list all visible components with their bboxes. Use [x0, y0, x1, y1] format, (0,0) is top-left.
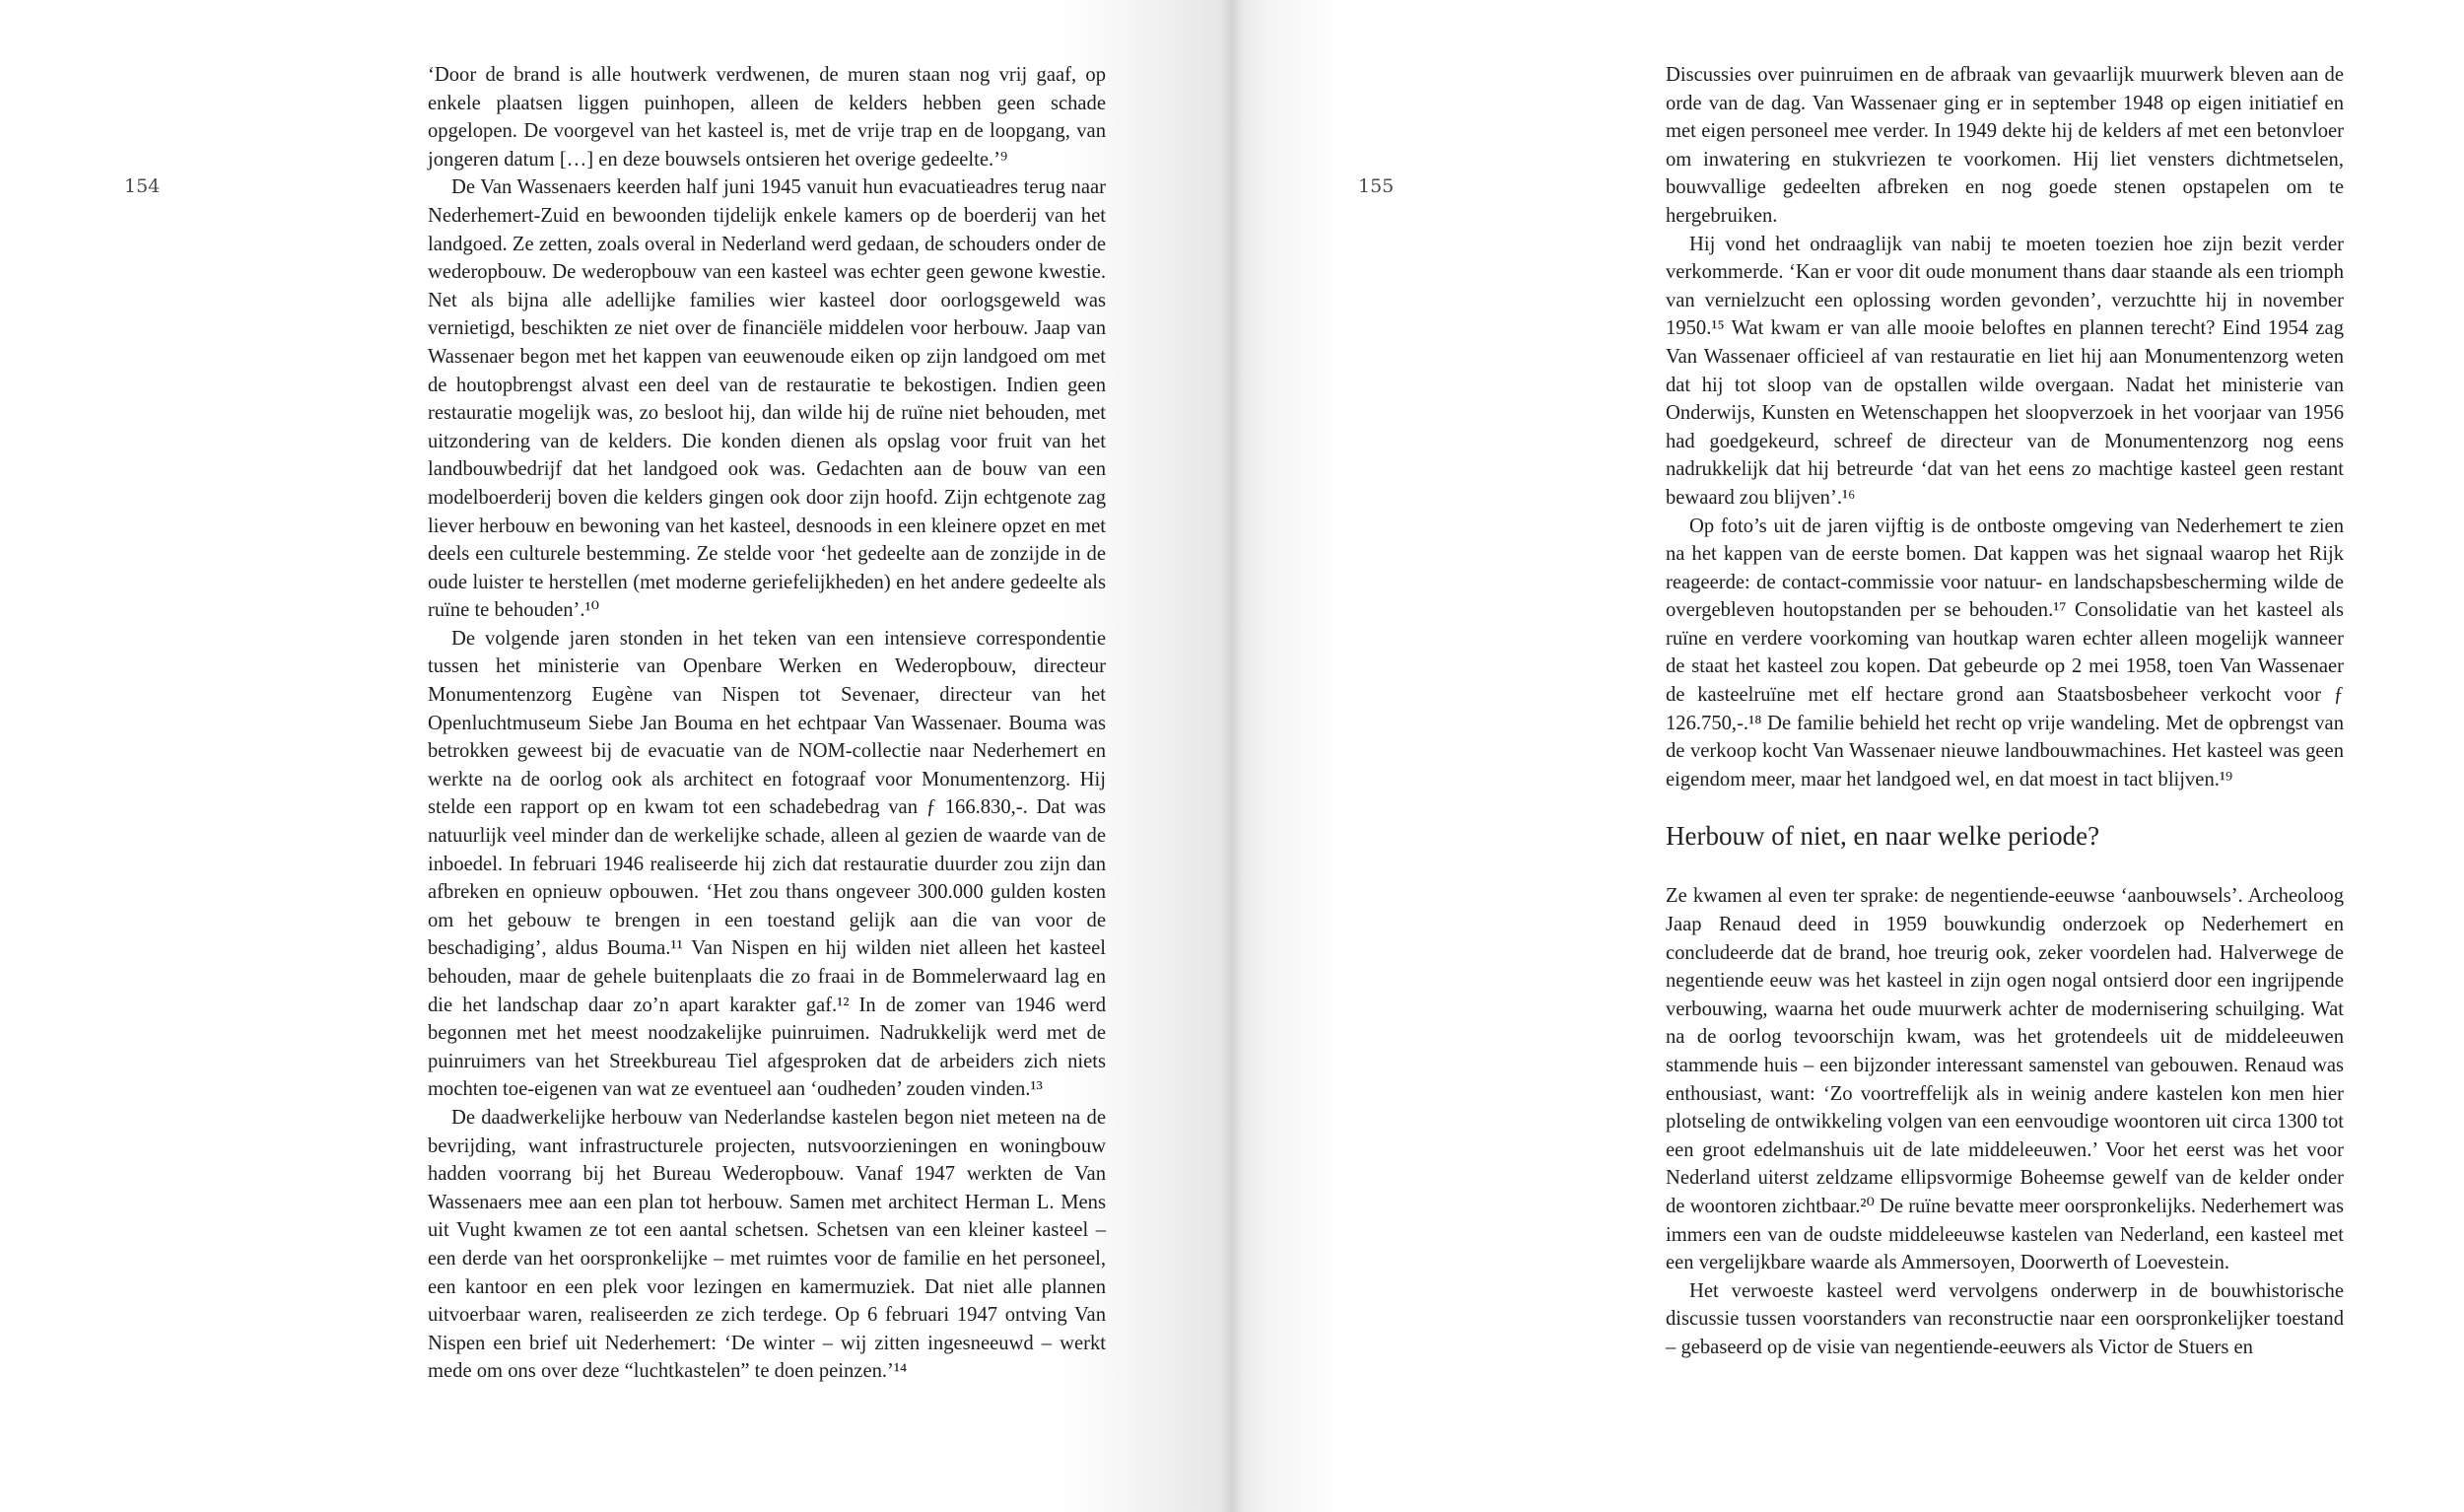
- body-text: [428, 61, 1106, 1386]
- paragraph: Hij vond het ondraaglijk van nabij te moeten toezien hoe zijn bezit verder verkommerde. ‘Kan er voor dit oude monument thans daar staande als een triomph van vernielzucht een oplossing worden gevonden’, verzuchtte hij in november 1950.¹⁵ Wat kwam er van alle mooie beloftes en plannen terecht? Eind 1954 zag Van Wassenaer officieel af van restauratie en liet hij aan Monumentenzorg weten dat hij tot sloop van de opstallen wilde overgaan. Nadat het ministerie van Onderwijs, Kunsten en Wetenschappen het sloopverzoek in het voorjaar van 1956 had goedgekeurd, schreef de directeur van de Monumentenzorg nog eens nadrukkelijk dat hij betreurde ‘dat van het eens zo machtige kasteel geen restant bewaard zou blijven’.¹⁶: [1666, 233, 2344, 509]
- paragraph: De daadwerkelijke herbouw van Nederlandse kastelen begon niet meteen na de bevrijding, want infrastructurele projecten, nutsvoorzieningen en woningbouw hadden voorrang bij het Bureau Wederopbouw. Vanaf 1947 werkten de Van Wassenaers mee aan een plan tot herbouw. Samen met architect Herman L. Mens uit Vught kwamen ze tot een aantal schetsen. Schetsen van een kleiner kasteel – een derde van het oorspronkelijke – met ruimtes voor de familie en het personeel, een kantoor en een plek voor lezingen en kamermuziek. Dat niet alle plannen uitvoerbaar waren, realiseerden ze zich terdege. Op 6 februari 1947 ontving Van Nispen een brief uit Nederhemert: ‘De winter – wij zitten ingesneeuwd – werkt mede om ons over deze “luchtkastelen” te doen peinzen.’¹⁴: [428, 1106, 1106, 1383]
- right-page: [1232, 0, 2464, 1512]
- paragraph: ‘Door de brand is alle houtwerk verdwenen, de muren staan nog vrij gaaf, op enkele plaatsen liggen puinhopen, alleen de kelders hebben geen schade opgelopen. De voorgevel van het kasteel is, met de vrije trap en de loopgang, van jongeren datum […] en deze bouwsels ontsieren het overige gedeelte.’⁹: [428, 64, 1106, 171]
- paragraph: Discussies over puinruimen en de afbraak van gevaarlijk muurwerk bleven aan de orde van de dag. Van Wassenaer ging er in september 1948 op eigen initiatief en met eigen personeel mee verder. In 1949 dekte hij de kelders af met een betonvloer om inwatering en stukvriezen te voorkomen. Hij liet vensters dichtmetselen, bouwvallige gedeelten afbreken en nog goede stenen opstapelen om te hergebruiken.: [1666, 64, 2344, 227]
- paragraph: Ze kwamen al even ter sprake: de negentiende-eeuwse ‘aanbouwsels’. Archeoloog Jaap Renaud deed in 1959 bouwkundig onderzoek op Nederhemert en concludeerde dat de brand, hoe treurig ook, zeker voordelen had. Halverwege de negentiende eeuw was het kasteel in zijn ogen nogal ontsierd door een ingrijpende verbouwing, waarna het oude muurwerk achter de modernisering schuilging. Wat na de oorlog tevoorschijn kwam, was het grotendeels uit de middeleeuwen stammende huis – een bijzonder interessant samenstel van gebouwen. Renaud was enthousiast, want: ‘Zo voortreffelijk als in weinig andere kastelen kon men hier plotseling de ontwikkeling volgen van een eenvoudige woontoren uit circa 1300 tot een groot edelmanshuis uit de late middeleeuwen.’ Voor het eerst was het voor Nederland uiterst zeldzame ellipsvormige Boheemse gewelf van de kelder onder de woontoren zichtbaar.²⁰ De ruïne bevatte meer oorspronkelijks. Nederhemert was immers een van de oudste middeleeuwse kastelen van Nederland, een kasteel met een vergelijkbare waarde als Ammersoyen, Doorwerth of Loevestein.: [1666, 885, 2345, 1274]
- paragraph: De Van Wassenaers keerden half juni 1945 vanuit hun evacuatieadres terug naar Nederhemert-Zuid en bewoonden tijdelijk enkele kamers op de boerderij van het landgoed. Ze zetten, zoals overal in Nederland werd gedaan, de schouders onder de wederopbouw. De wederopbouw van een kasteel was echter geen gewone kwestie. Net als bijna alle adellijke families wier kasteel door oorlogsgeweld was vernietigd, beschikten ze niet over de financiële middelen voor herbouw. Jaap van Wassenaer begon met het kappen van eeuwenoude eiken op zijn landgoed om met de houtopbrengst alvast een deel van de restauratie te bekostigen. Indien geen restauratie mogelijk was, zo besloot hij, dan wilde hij de ruïne niet behouden, met uitzondering van de kelders. Die konden dienen als opslag voor fruit van het landbouwbedrijf dat het landgoed ook was. Gedachten aan de bouw van een modelboerderij boven die kelders gingen ook door zijn hoofd. Zijn echtgenote zag liever herbouw en bewoning van het kasteel, desnoods in een kleinere opzet en met deels een culturele bestemming. Ze stelde voor ‘het gedeelte aan de zonzijde in de oude luister te herstellen (met moderne geriefelijkheden) en het andere gedeelte als ruïne te behouden’.¹⁰: [428, 176, 1106, 622]
- paragraph: De volgende jaren stonden in het teken van een intensieve correspondentie tussen het ministerie van Openbare Werken en Wederopbouw, directeur Monumentenzorg Eugène van Nispen tot Sevenaer, directeur van het Openluchtmuseum Siebe Jan Bouma en het echtpaar Van Wassenaer. Bouma was betrokken geweest bij de evacuatie van de NOM-collectie naar Nederhemert en werkte na de oorlog ook als architect en fotograaf voor Monumentenzorg. Hij stelde een rapport op en kwam tot een schadebedrag van ƒ 166.830,-. Dat was natuurlijk veel minder dan de werkelijke schade, alleen al gezien de waarde van de inboedel. In februari 1946 realiseerde hij zich dat restauratie duurder zou zijn dan afbreken en opnieuw opbouwen. ‘Het zou thans ongeveer 300.000 gulden kosten om het gebouw te brengen in een toestand gelijk aan die van voor de beschadiging’, aldus Bouma.¹¹ Van Nispen en hij wilden niet alleen het kasteel behouden, maar de gehele buitenplaats die zo fraai in de Bommelerwaard lag en die het landschap daar zo’n apart karakter gaf.¹² In de zomer van 1946 werd begonnen met het meest noodzakelijke puinruimen. Nadrukkelijk werd met de puinruimers van het Streekbureau Tiel afgesproken dat de arbeiders zich niets mochten toe-eigenen van wat ze eventueel aan ‘oudheden’ zouden vinden.¹³: [428, 627, 1106, 1101]
- section-heading: Herbouw of niet, en naar welke periode?: [1666, 821, 2100, 852]
- page-number: 155: [1358, 175, 1395, 197]
- body-text: [1666, 61, 2344, 1362]
- paragraph: Het verwoeste kasteel werd vervolgens onderwerp in de bouwhistorische discussie tussen voorstanders van reconstructie naar een oorspronkelijker toestand – gebaseerd op de visie van negentiende-eeuwers als Victor de Stuers en: [1666, 1279, 2344, 1358]
- book-gutter: [1220, 0, 1244, 1512]
- page-number: 154: [124, 175, 161, 197]
- paragraph: Op foto’s uit de jaren vijftig is de ontboste omgeving van Nederhemert te zien na het kappen van de eerste bomen. Dat kappen was het signaal waarop het Rijk reageerde: de contact-commissie voor natuur- en landschapsbescherming wilde de overgebleven houtopstanden per se behouden.¹⁷ Consolidatie van het kasteel als ruïne en verdere voorkoming van houtkap waren echter alleen mogelijk wanneer de staat het kasteel zou kopen. Dat gebeurde op 2 mei 1958, toen Van Wassenaer de kasteelruïne met elf hectare grond aan Staatsbosbeheer verkocht voor ƒ 126.750,-.¹⁸ De familie behield het recht op vrije wandeling. Met de opbrengst van de verkoop kocht Van Wassenaer nieuwe landbouwmachines. Het kasteel was geen eigendom meer, maar het landgoed wel, en dat moest in tact blijven.¹⁹: [1666, 515, 2344, 790]
